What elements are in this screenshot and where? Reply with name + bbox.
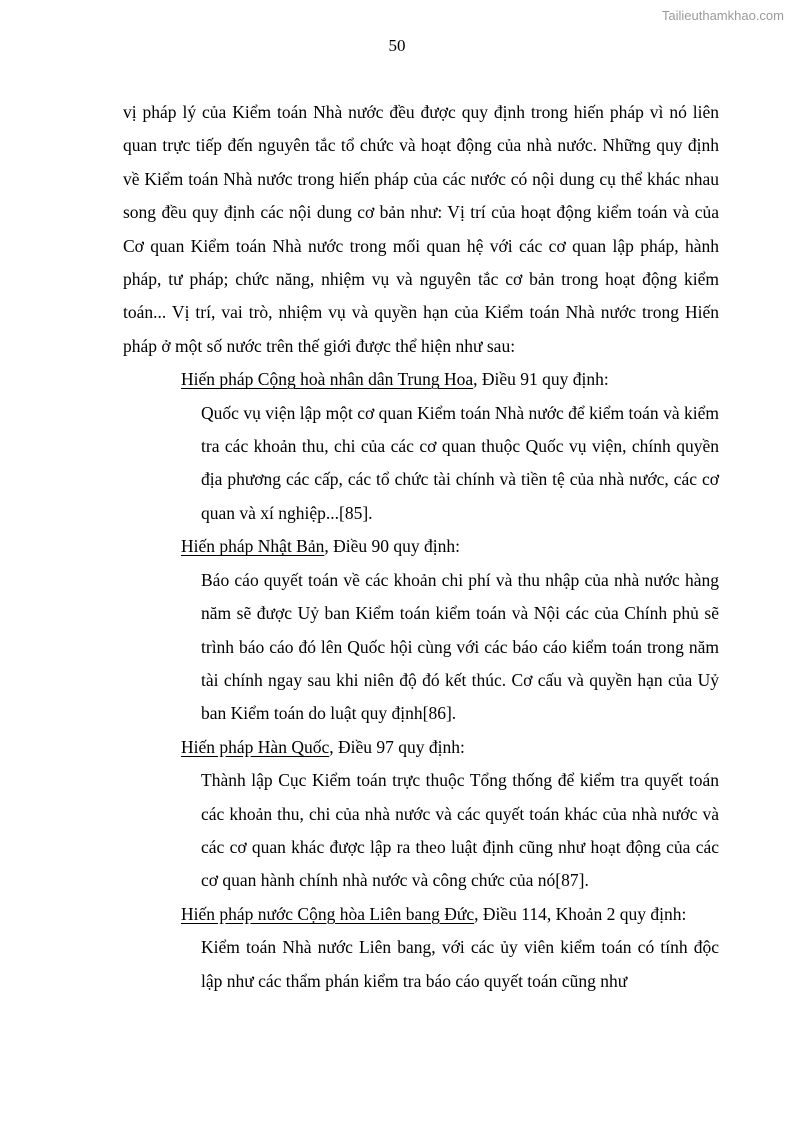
section-heading-germany xyxy=(123,898,719,931)
section-quote-china: Quốc vụ viện lập một cơ quan Kiểm toán Nhà nước để kiểm toán và kiểm tra các khoản thu, chi của các cơ quan thuộc Quốc vụ viện, chính quyền địa phương các cấp, các tổ chức tài chính và tiền tệ của nhà nước, các cơ quan và xí nghiệp...[85]. xyxy=(201,402,719,523)
constitution-name-korea: Hiến pháp Hàn Quốc xyxy=(181,736,330,757)
page-content xyxy=(123,96,719,998)
section-quote-japan: Báo cáo quyết toán về các khoản chi phí và thu nhập của nhà nước hàng năm sẽ được Uỷ ban Kiểm toán kiểm toán và Nội các của Chính phủ sẽ trình báo cáo đó lên Quốc hội cùng với các báo cáo kiểm toán trong năm tài chính ngay sau khi niên độ đó kết thúc. Cơ cấu và quyền hạn của Uỷ ban Kiểm toán do luật quy định[86]. xyxy=(201,569,719,724)
intro-paragraph: vị pháp lý của Kiểm toán Nhà nước đều được quy định trong hiến pháp vì nó liên quan trực tiếp đến nguyên tắc tổ chức và hoạt động của nhà nước. Những quy định về Kiểm toán Nhà nước trong hiến pháp của các nước có nội dung cụ thể khác nhau song đều quy định các nội dung cơ bản như: Vị trí của hoạt động kiểm toán và của Cơ quan Kiểm toán Nhà nước trong mối quan hệ với các cơ quan lập pháp, hành pháp, tư pháp; chức năng, nhiệm vụ và nguyên tắc cơ bản trong hoạt động kiểm toán... Vị trí, vai trò, nhiệm vụ và quyền hạn của Kiểm toán Nhà nước trong Hiến pháp ở một số nước trên thế giới được thể hiện như sau: xyxy=(123,102,719,356)
page-number: 50 xyxy=(388,36,406,55)
clause-reference-japan: , Điều 90 quy định: xyxy=(324,536,460,557)
clause-reference-germany: , Điều 114, Khoản 2 quy định: xyxy=(474,903,687,924)
section-heading-china xyxy=(123,363,719,396)
section-heading-japan xyxy=(123,530,719,563)
constitution-name-japan: Hiến pháp Nhật Bản xyxy=(181,536,325,557)
clause-reference-china: , Điều 91 quy định: xyxy=(473,369,609,390)
section-heading-korea xyxy=(123,731,719,764)
constitution-name-germany: Hiến pháp nước Cộng hòa Liên bang Đức xyxy=(181,903,475,924)
section-quote-korea: Thành lập Cục Kiểm toán trực thuộc Tổng thống để kiểm tra quyết toán các khoản thu, chi của nhà nước và các quyết toán khác của nhà nước và các cơ quan khác được lập ra theo luật định cũng như hoạt động của các cơ quan hành chính nhà nước và công chức của nó[87]. xyxy=(201,770,719,891)
clause-reference-korea: , Điều 97 quy định: xyxy=(329,736,465,757)
watermark: Tailieuthamkhao.com xyxy=(661,8,784,23)
section-quote-germany: Kiểm toán Nhà nước Liên bang, với các ủy viên kiểm toán có tính độc lập như các thẩm phán kiểm tra báo cáo quyết toán cũng như xyxy=(201,937,719,991)
constitution-name-china: Hiến pháp Cộng hoà nhân dân Trung Hoa xyxy=(181,369,474,390)
